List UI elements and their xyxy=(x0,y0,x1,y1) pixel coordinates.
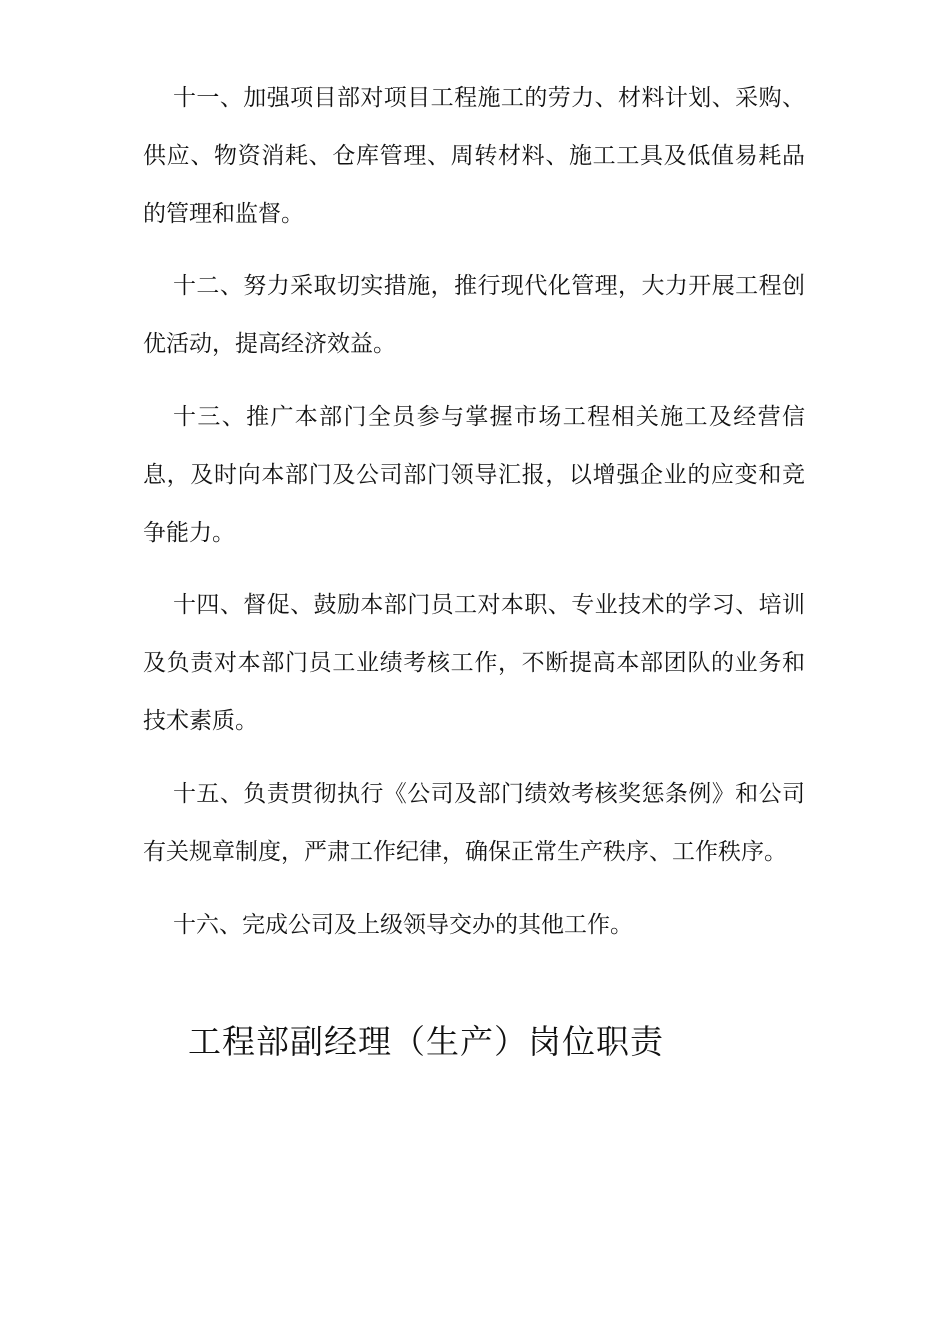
duty-paragraph-14: 十四、督促、鼓励本部门员工对本职、专业技术的学习、培训及负责对本部门员工业绩考核工作，不断提高本部团队的业务和技术素质。 xyxy=(143,592,805,734)
duty-paragraph-12: 十二、努力采取切实措施，推行现代化管理，大力开展工程创优活动，提高经济效益。 xyxy=(143,273,805,357)
duty-paragraph-15: 十五、负责贯彻执行《公司及部门绩效考核奖惩条例》和公司有关规章制度，严肃工作纪律，确保正常生产秩序、工作秩序。 xyxy=(143,781,805,865)
duty-paragraph-16: 十六、完成公司及上级领导交办的其他工作。 xyxy=(173,912,633,938)
duty-paragraph-13: 十三、推广本部门全员参与掌握市场工程相关施工及经营信息，及时向本部门及公司部门领导汇报，以增强企业的应变和竞争能力。 xyxy=(143,404,805,546)
duty-paragraph-11: 十一、加强项目部对项目工程施工的劳力、材料计划、采购、供应、物资消耗、仓库管理、周转材料、施工工具及低值易耗品的管理和监督。 xyxy=(143,85,805,227)
section-title: 工程部副经理（生产）岗位职责 xyxy=(188,1022,664,1061)
